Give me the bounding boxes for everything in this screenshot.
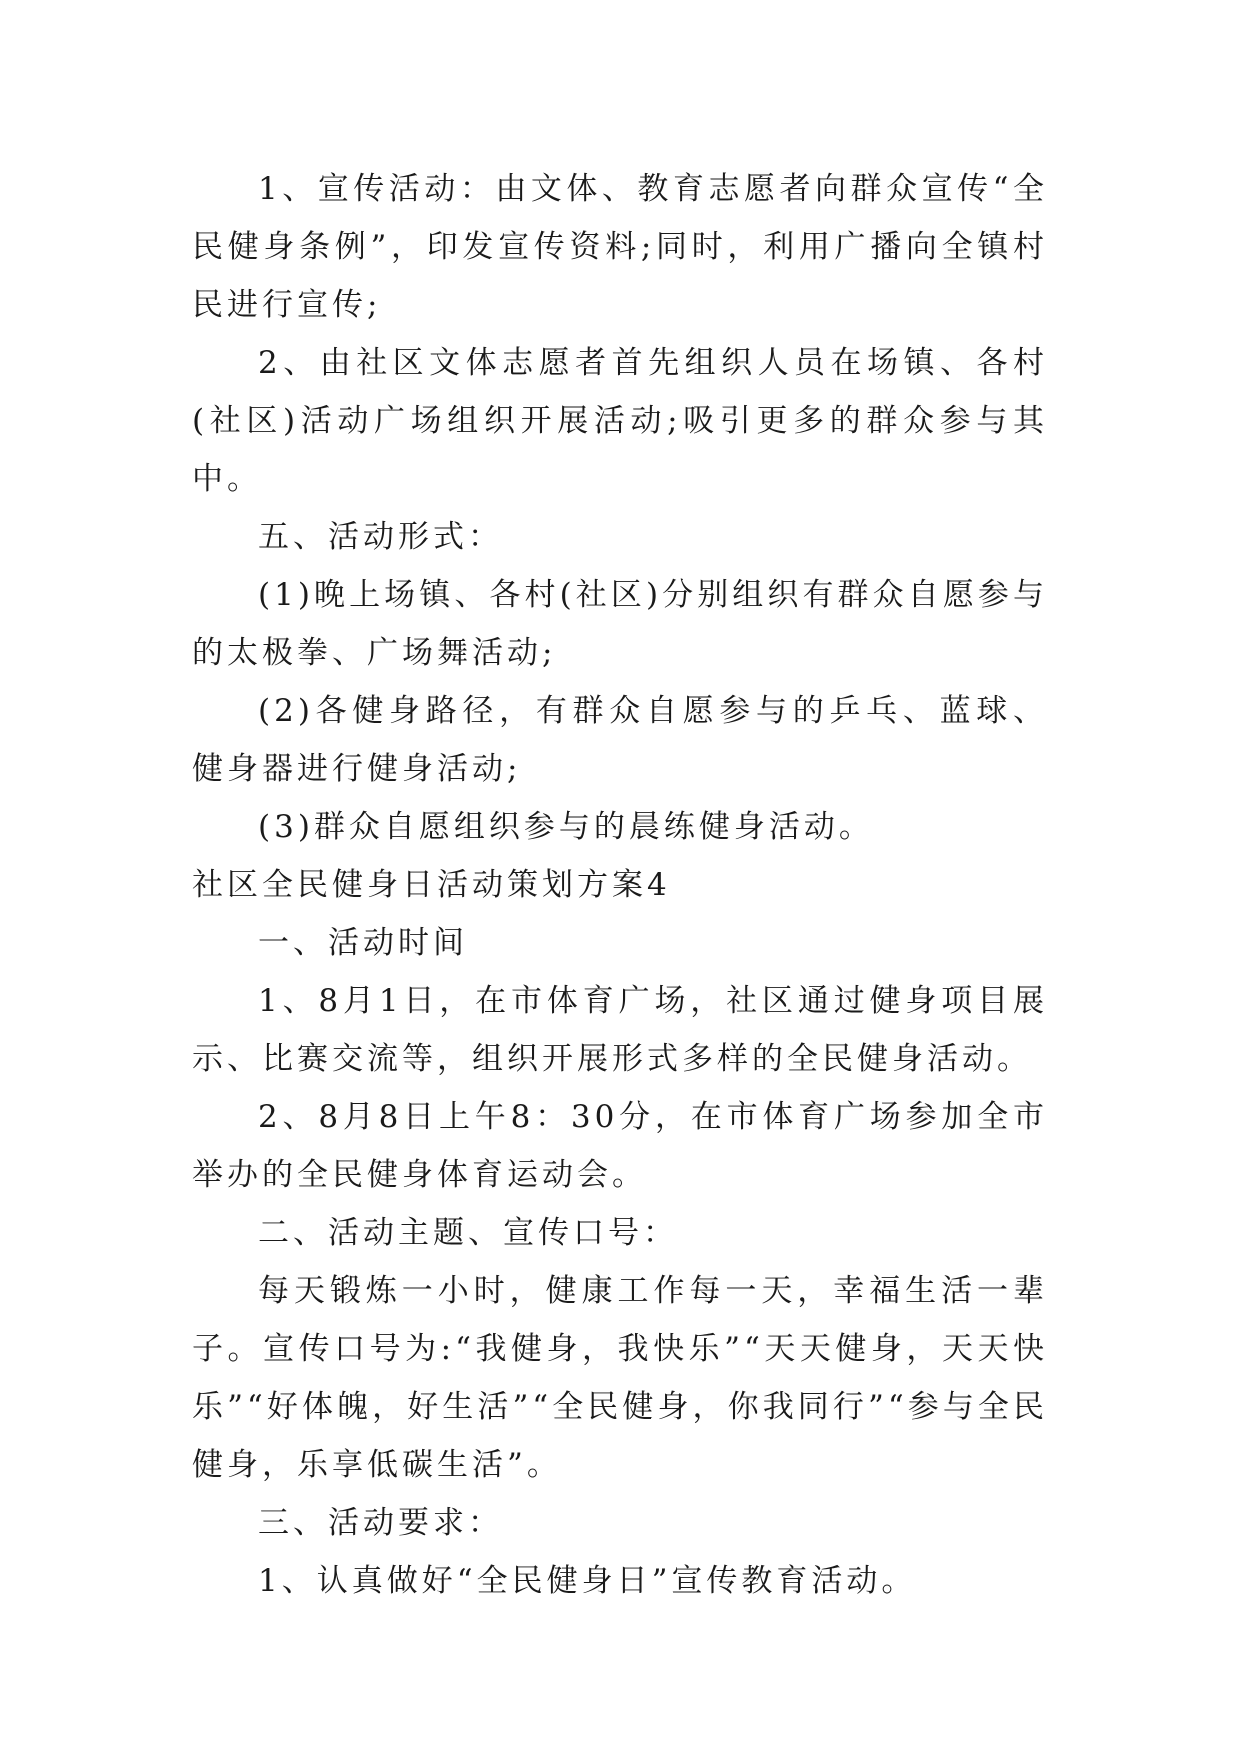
paragraph-time-2: 2、8月8日上午8：30分，在市体育广场参加全市举办的全民健身体育运动会。 [192, 1099, 1048, 1193]
paragraph-form-2: (2)各健身路径，有群众自愿参与的乒乓、蓝球、健身器进行健身活动; [192, 693, 1048, 787]
paragraph-publicity: 1、宣传活动：由文体、教育志愿者向群众宣传“全民健身条例”，印发宣传资料;同时，利用广播向全镇村民进行宣传; [192, 171, 1048, 323]
section-title: 社区全民健身日活动策划方案4 [192, 867, 671, 903]
heading-activity-form: 五、活动形式： [258, 519, 503, 555]
heading-theme-slogan: 二、活动主题、宣传口号： [258, 1215, 678, 1251]
paragraph-form-3: (3)群众自愿组织参与的晨练健身活动。 [258, 809, 874, 845]
paragraph-volunteers: 2、由社区文体志愿者首先组织人员在场镇、各村(社区)活动广场组织开展活动;吸引更多的群众参与其中。 [192, 345, 1048, 497]
paragraph-requirement-1: 1、认真做好“全民健身日”宣传教育活动。 [258, 1563, 917, 1599]
heading-requirements: 三、活动要求： [258, 1505, 503, 1541]
paragraph-time-1: 1、8月1日，在市体育广场，社区通过健身项目展示、比赛交流等，组织开展形式多样的全民健身活动。 [192, 983, 1048, 1077]
heading-activity-time: 一、活动时间 [258, 925, 468, 961]
paragraph-slogans: 每天锻炼一小时，健康工作每一天，幸福生活一辈子。宣传口号为:“我健身，我快乐”“天天健身，天天快乐”“好体魄，好生活”“全民健身，你我同行”“参与全民健身，乐享低碳生活”。 [192, 1273, 1048, 1483]
document-body [192, 160, 1048, 1610]
paragraph-form-1: (1)晚上场镇、各村(社区)分别组织有群众自愿参与的太极拳、广场舞活动; [192, 577, 1048, 671]
